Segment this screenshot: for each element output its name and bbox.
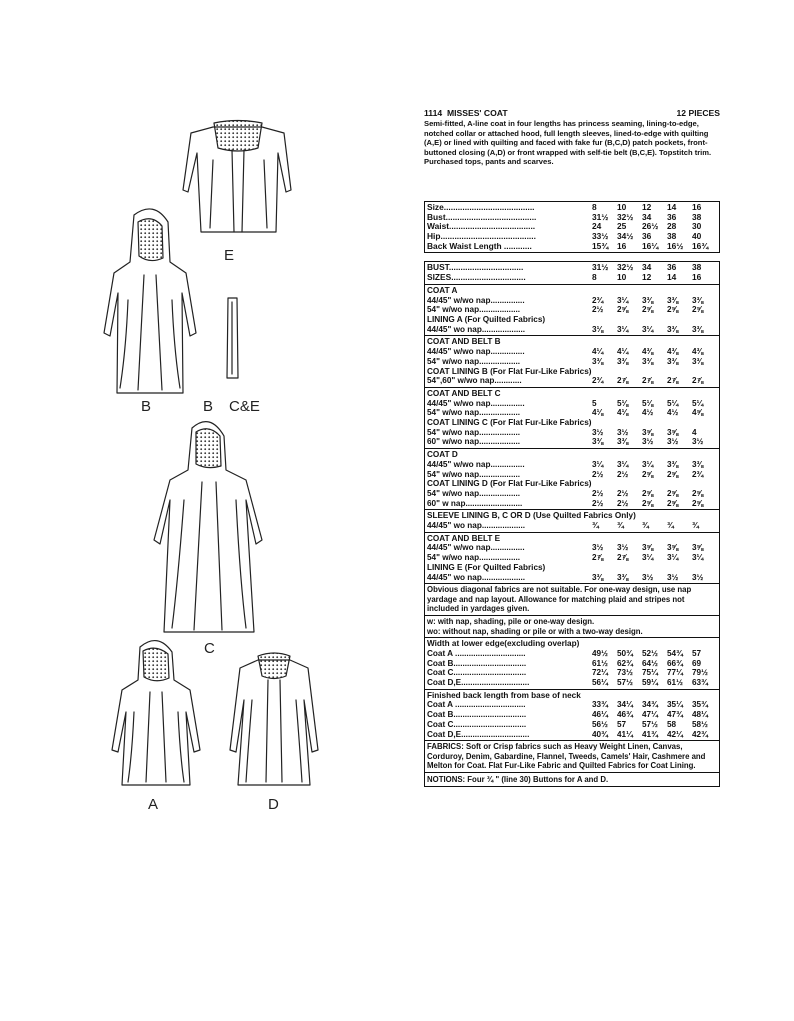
table-row	[427, 470, 717, 480]
row-value: 2⅝	[692, 498, 704, 508]
notions-section	[425, 773, 719, 786]
row-value: 2⅝	[667, 498, 679, 508]
row-value: 3½	[642, 437, 654, 447]
fabrics-label: FABRICS:	[427, 742, 464, 752]
row-value: ¾	[592, 521, 599, 531]
row-value: 3⅜	[667, 356, 679, 366]
row-value: 41¼	[617, 729, 633, 739]
section-title: SLEEVE LINING B, C OR D (Use Quilted Fabrics Only)	[427, 511, 636, 521]
row-value: 5¼	[667, 398, 679, 408]
row-value: 2¾	[592, 295, 604, 305]
row-value: 8	[592, 201, 597, 212]
row-value: 38	[692, 211, 702, 222]
table-row	[427, 700, 717, 710]
row-value: 3⅜	[642, 356, 654, 366]
row-value: 54¾	[667, 648, 683, 658]
row-value: 38	[692, 262, 702, 273]
yardage-section	[425, 510, 719, 532]
row-value: 3⅜	[667, 295, 679, 305]
row-value: 3¼	[642, 459, 654, 469]
row-value: 57	[692, 648, 702, 658]
table-row	[427, 649, 717, 659]
table-row	[427, 325, 717, 335]
row-value: 42¼	[667, 729, 683, 739]
note-without-nap: wo: without nap, shading or pile or with a two-way design.	[427, 626, 643, 636]
row-value: 34	[642, 211, 652, 222]
row-value: 33¾	[592, 700, 608, 710]
row-value: 10	[617, 272, 627, 283]
row-value: 16	[692, 272, 702, 283]
row-label: 60" w nap.........................	[427, 498, 523, 508]
row-value: 3⅜	[692, 295, 704, 305]
row-value: 3⅜	[617, 437, 629, 447]
coat-b-drawing	[104, 209, 196, 393]
row-value: 3⅝	[642, 427, 654, 437]
section-title: COAT AND BELT C	[427, 388, 501, 398]
table-row	[427, 499, 717, 509]
row-value: 35¾	[692, 700, 708, 710]
table-row	[427, 730, 717, 740]
row-value: 34¾	[642, 700, 658, 710]
row-value: 4⅛	[592, 408, 604, 418]
pattern-info-panel	[424, 108, 720, 787]
row-value: 4⅜	[642, 347, 654, 357]
row-value: 58	[667, 719, 677, 729]
row-value: 3⅜	[692, 459, 704, 469]
row-value: 49½	[592, 648, 608, 658]
row-value: 4⅝	[692, 408, 704, 418]
row-value: 3⅜	[667, 324, 679, 334]
table-row	[427, 720, 717, 730]
row-value: 2½	[592, 305, 604, 315]
row-value: 5⅛	[617, 398, 629, 408]
size-header	[425, 262, 719, 284]
row-value: ¾	[692, 521, 699, 531]
row-value: 2¾	[692, 469, 704, 479]
pattern-pieces: 12 PIECES	[676, 108, 720, 118]
row-value: 3½	[617, 427, 629, 437]
coat-c-drawing	[154, 422, 262, 632]
figure-label-ce: C&E	[229, 398, 260, 415]
row-value: 3½	[692, 437, 704, 447]
pattern-number: 1114	[424, 108, 443, 118]
row-value: 59¼	[642, 678, 658, 688]
row-label: Hip.........................................	[427, 232, 536, 242]
row-value: 3¼	[667, 553, 679, 563]
row-value: 16¾	[692, 240, 709, 251]
table-row	[427, 543, 717, 553]
table-row	[427, 273, 717, 283]
row-value: 69	[692, 658, 702, 668]
row-value: 2⅞	[667, 376, 679, 386]
figure-label-belt-b: B	[203, 398, 214, 415]
row-value: 2⅝	[642, 305, 654, 315]
row-label: Coat C................................	[427, 719, 527, 729]
row-value: 2⅝	[642, 498, 654, 508]
yardage-section	[425, 336, 719, 388]
row-value: 3⅝	[667, 427, 679, 437]
row-value: 12	[642, 201, 652, 212]
belt-b-drawing	[227, 298, 238, 378]
row-label: Size.......................................	[427, 202, 535, 212]
row-value: 4⅜	[667, 347, 679, 357]
row-value: 36	[667, 262, 677, 273]
row-label: 54" w/wo nap..................	[427, 305, 521, 315]
row-label: Coat D,E..............................	[427, 678, 530, 688]
row-label: 54" w/wo nap..................	[427, 469, 521, 479]
row-value: 3¼	[642, 324, 654, 334]
row-value: 2½	[592, 498, 604, 508]
row-value: 2½	[617, 498, 629, 508]
row-label: Coat C................................	[427, 668, 527, 678]
row-value: 8	[592, 272, 597, 283]
coat-a-drawing	[112, 641, 200, 785]
row-value: 56½	[592, 719, 608, 729]
figure-label-b: B	[141, 398, 152, 415]
row-value: ¾	[642, 521, 649, 531]
row-value: 42¾	[692, 729, 708, 739]
row-value: 4¼	[617, 347, 629, 357]
row-value: 73½	[617, 668, 633, 678]
width-title: Width at lower edge(excluding overlap)	[427, 639, 580, 649]
row-value: 5	[592, 398, 597, 408]
row-value: 38	[667, 231, 677, 242]
row-value: 3⅝	[642, 543, 654, 553]
row-value: 14	[667, 201, 677, 212]
row-value: 16	[692, 201, 702, 212]
yardage-section	[425, 285, 719, 337]
table-row	[427, 678, 717, 688]
row-value: 3¼	[617, 295, 629, 305]
row-value: 2⅝	[667, 305, 679, 315]
row-label: 44/45" w/wo nap...............	[427, 459, 525, 469]
row-value: 2⅞	[642, 376, 654, 386]
row-value: 3½	[642, 572, 654, 582]
table-row	[427, 659, 717, 669]
pattern-description: Semi-fitted, A-line coat in four lengths has princess seaming, lining-to-edge, notched collar or attached hood, full length sleeves, lined-to-edge with quilting (A,E) or lined with quilting and faced with fake fur (B,C,D) patch pockets, front-buttoned closing (A,D) or front wrapped with self-tie belt (B,C,E). Topstitch trim. Purchased tops, pants and scarves.	[424, 119, 712, 167]
lining-subtitle: LINING E (For Quilted Fabrics)	[427, 562, 546, 572]
row-value: 64½	[642, 658, 658, 668]
row-value: 79½	[692, 668, 708, 678]
figure-label-c: C	[204, 640, 215, 657]
row-value: 5⅛	[642, 398, 654, 408]
row-value: 63¾	[692, 678, 708, 688]
table-row	[427, 357, 717, 367]
row-value: 3¼	[592, 459, 604, 469]
row-value: 40	[692, 231, 702, 242]
row-value: 2⅞	[617, 376, 629, 386]
section-title: COAT A	[427, 285, 458, 295]
row-value: 2¾	[592, 376, 604, 386]
row-value: 3½	[692, 572, 704, 582]
row-label: 44/45" w/wo nap...............	[427, 347, 525, 357]
row-value: 14	[667, 272, 677, 283]
row-value: 28	[667, 221, 677, 232]
row-value: 47¾	[667, 710, 683, 720]
row-value: 77¼	[667, 668, 683, 678]
row-value: 3⅜	[592, 437, 604, 447]
row-value: 61½	[592, 658, 608, 668]
row-label: Coat A ...............................	[427, 648, 526, 658]
coat-d-drawing	[230, 653, 318, 785]
row-value: 3⅜	[692, 324, 704, 334]
row-value: 2½	[617, 469, 629, 479]
row-value: 46¾	[617, 710, 633, 720]
row-value: ¾	[667, 521, 674, 531]
lining-subtitle: COAT LINING B (For Flat Fur-Like Fabrics)	[427, 366, 592, 376]
note-with-nap: w: with nap, shading, pile or one-way design.	[427, 617, 595, 627]
row-label: Coat B................................	[427, 710, 527, 720]
note-nap	[425, 616, 719, 638]
table-row	[427, 305, 717, 315]
row-value: 31½	[592, 211, 609, 222]
table-row	[427, 408, 717, 418]
row-label: 54",60" w/wo nap............	[427, 376, 522, 386]
row-label: 44/45" w/wo nap...............	[427, 398, 525, 408]
row-value: 3½	[667, 572, 679, 582]
row-value: 12	[642, 272, 652, 283]
coat-e-drawing	[183, 121, 291, 233]
row-value: 3⅜	[592, 356, 604, 366]
width-section	[425, 638, 719, 690]
body-measurements-table	[424, 201, 720, 254]
table-row	[427, 242, 717, 252]
row-value: 72¼	[592, 668, 608, 678]
row-value: 15¾	[592, 240, 609, 251]
row-value: 4⅜	[692, 347, 704, 357]
row-value: 3⅝	[692, 543, 704, 553]
row-value: 3½	[667, 437, 679, 447]
row-value: 61½	[667, 678, 683, 688]
row-value: 3⅜	[592, 572, 604, 582]
row-value: 3½	[592, 427, 604, 437]
row-value: 4	[692, 427, 697, 437]
row-value: 57	[617, 719, 627, 729]
table-row	[427, 489, 717, 499]
row-value: 5¼	[692, 398, 704, 408]
row-label: Coat A ...............................	[427, 700, 526, 710]
row-value: 2½	[617, 488, 629, 498]
table-row	[427, 573, 717, 583]
table-row	[427, 428, 717, 438]
section-title: COAT AND BELT E	[427, 533, 501, 543]
note-diagonal: Obvious diagonal fabrics are not suitable. For one-way design, use nap yardage and nap layout. Allowance for matching plaid and stripes not included in yardages given.	[425, 584, 719, 616]
row-value: 4½	[667, 408, 679, 418]
row-value: 62¾	[617, 658, 633, 668]
row-label: 44/45" w/wo nap...............	[427, 543, 525, 553]
row-value: 2⅞	[592, 553, 604, 563]
row-value: 36	[667, 211, 677, 222]
notions-text: Four ¾ " (line 30) Buttons for A and D.	[467, 775, 609, 785]
yardage-section	[425, 388, 719, 449]
row-value: 2⅞	[692, 376, 704, 386]
row-label: Waist.....................................	[427, 222, 536, 232]
length-section	[425, 690, 719, 742]
row-value: 52½	[642, 648, 658, 658]
row-label: Coat B................................	[427, 658, 527, 668]
figure-label-a: A	[148, 796, 159, 813]
row-value: 4½	[642, 408, 654, 418]
table-row	[427, 437, 717, 447]
row-value: 2⅝	[692, 488, 704, 498]
row-value: 34	[642, 262, 652, 273]
row-value: 32½	[617, 211, 634, 222]
table-row	[427, 399, 717, 409]
yardage-section	[425, 449, 719, 510]
pattern-title: MISSES' COAT	[446, 108, 508, 118]
row-value: 32½	[617, 262, 634, 273]
pattern-header	[424, 108, 720, 118]
row-value: 4¼	[592, 347, 604, 357]
row-value: 3⅜	[617, 572, 629, 582]
row-value: 66¾	[667, 658, 683, 668]
table-row	[427, 460, 717, 470]
row-value: 16½	[667, 240, 684, 251]
row-value: 36	[642, 231, 652, 242]
yardage-table	[424, 261, 720, 584]
row-value: 2⅝	[692, 305, 704, 315]
fabrics-text: Soft or Crisp fabrics such as Heavy Weight Linen, Canvas, Corduroy, Denim, Gabardine, Flannel, Tweeds, Camels' Hair, Cashmere and Melton for Coat. Flat Fur-Like Fabric and Quilted Fabrics for Coat Lining.	[427, 742, 706, 771]
row-value: 10	[617, 201, 627, 212]
row-value: 2⅞	[617, 553, 629, 563]
row-value: 57½	[642, 719, 658, 729]
row-value: 2⅝	[667, 469, 679, 479]
row-label: Back Waist Length ............	[427, 241, 532, 251]
row-label: Coat D,E..............................	[427, 729, 530, 739]
row-value: 3½	[592, 543, 604, 553]
row-value: 16¼	[642, 240, 659, 251]
row-value: 34¼	[617, 700, 633, 710]
row-value: 35¼	[667, 700, 683, 710]
table-row	[427, 521, 717, 531]
row-value: 24	[592, 221, 602, 232]
row-value: 3⅜	[692, 356, 704, 366]
row-value: 2⅝	[642, 488, 654, 498]
row-label: 54" w/wo nap..................	[427, 553, 521, 563]
length-title: Finished back length from base of neck	[427, 690, 581, 700]
table-row	[427, 668, 717, 678]
row-label: SIZES................................	[427, 273, 526, 283]
row-value: ¾	[617, 521, 624, 531]
row-label: 54" w/wo nap..................	[427, 488, 521, 498]
table-row	[427, 296, 717, 306]
fabrics-section	[425, 741, 719, 773]
row-value: 50¾	[617, 648, 633, 658]
row-value: 40¾	[592, 729, 608, 739]
row-label: 60" w/wo nap..................	[427, 437, 521, 447]
lining-subtitle: COAT LINING C (For Flat Fur-Like Fabrics)	[427, 418, 592, 428]
row-value: 26½	[642, 221, 659, 232]
row-value: 58½	[692, 719, 708, 729]
figure-label-e: E	[224, 247, 235, 264]
row-label: BUST................................	[427, 263, 524, 273]
row-value: 3¼	[617, 459, 629, 469]
row-value: 47¼	[642, 710, 658, 720]
row-value: 3¼	[642, 553, 654, 563]
notes-box	[424, 584, 720, 786]
row-value: 48¼	[692, 710, 708, 720]
row-label: 44/45" wo nap...................	[427, 572, 526, 582]
row-value: 3⅜	[667, 459, 679, 469]
row-value: 3⅜	[642, 295, 654, 305]
figure-label-d: D	[268, 796, 279, 813]
table-row	[427, 553, 717, 563]
row-value: 3⅛	[592, 324, 604, 334]
lining-subtitle: LINING A (For Quilted Fabrics)	[427, 315, 546, 324]
row-value: 34½	[617, 231, 634, 242]
section-title: COAT D	[427, 450, 458, 460]
row-value: 75¼	[642, 668, 658, 678]
row-value: 33½	[592, 231, 609, 242]
row-value: 25	[617, 221, 627, 232]
notions-label: NOTIONS:	[427, 775, 466, 785]
row-value: 46¼	[592, 710, 608, 720]
row-label: Bust.......................................	[427, 212, 537, 222]
row-value: 2⅝	[642, 469, 654, 479]
row-value: 2½	[592, 488, 604, 498]
row-value: 3¼	[692, 553, 704, 563]
row-value: 3½	[617, 543, 629, 553]
lining-subtitle: COAT LINING D (For Flat Fur-Like Fabrics)	[427, 479, 592, 489]
row-value: 30	[692, 221, 702, 232]
row-value: 3⅝	[667, 543, 679, 553]
row-label: 54" w/wo nap..................	[427, 356, 521, 366]
row-value: 3¼	[617, 324, 629, 334]
row-label: 44/45" wo nap...................	[427, 324, 526, 334]
row-value: 4⅛	[617, 408, 629, 418]
table-row	[427, 347, 717, 357]
section-title: COAT AND BELT B	[427, 337, 501, 347]
row-value: 2⅝	[617, 305, 629, 315]
row-label: 44/45" wo nap...................	[427, 521, 526, 531]
yardage-section	[425, 533, 719, 584]
row-value: 2½	[592, 469, 604, 479]
row-label: 44/45" w/wo nap...............	[427, 295, 525, 305]
row-value: 41¾	[642, 729, 658, 739]
row-value: 2⅝	[667, 488, 679, 498]
row-value: 56¼	[592, 678, 608, 688]
row-label: 54" w/wo nap..................	[427, 427, 521, 437]
table-row	[427, 376, 717, 386]
row-value: 57½	[617, 678, 633, 688]
row-value: 3⅜	[617, 356, 629, 366]
row-value: 16	[617, 240, 627, 251]
row-value: 31½	[592, 262, 609, 273]
table-row	[427, 710, 717, 720]
row-label: 54" w/wo nap..................	[427, 408, 521, 418]
